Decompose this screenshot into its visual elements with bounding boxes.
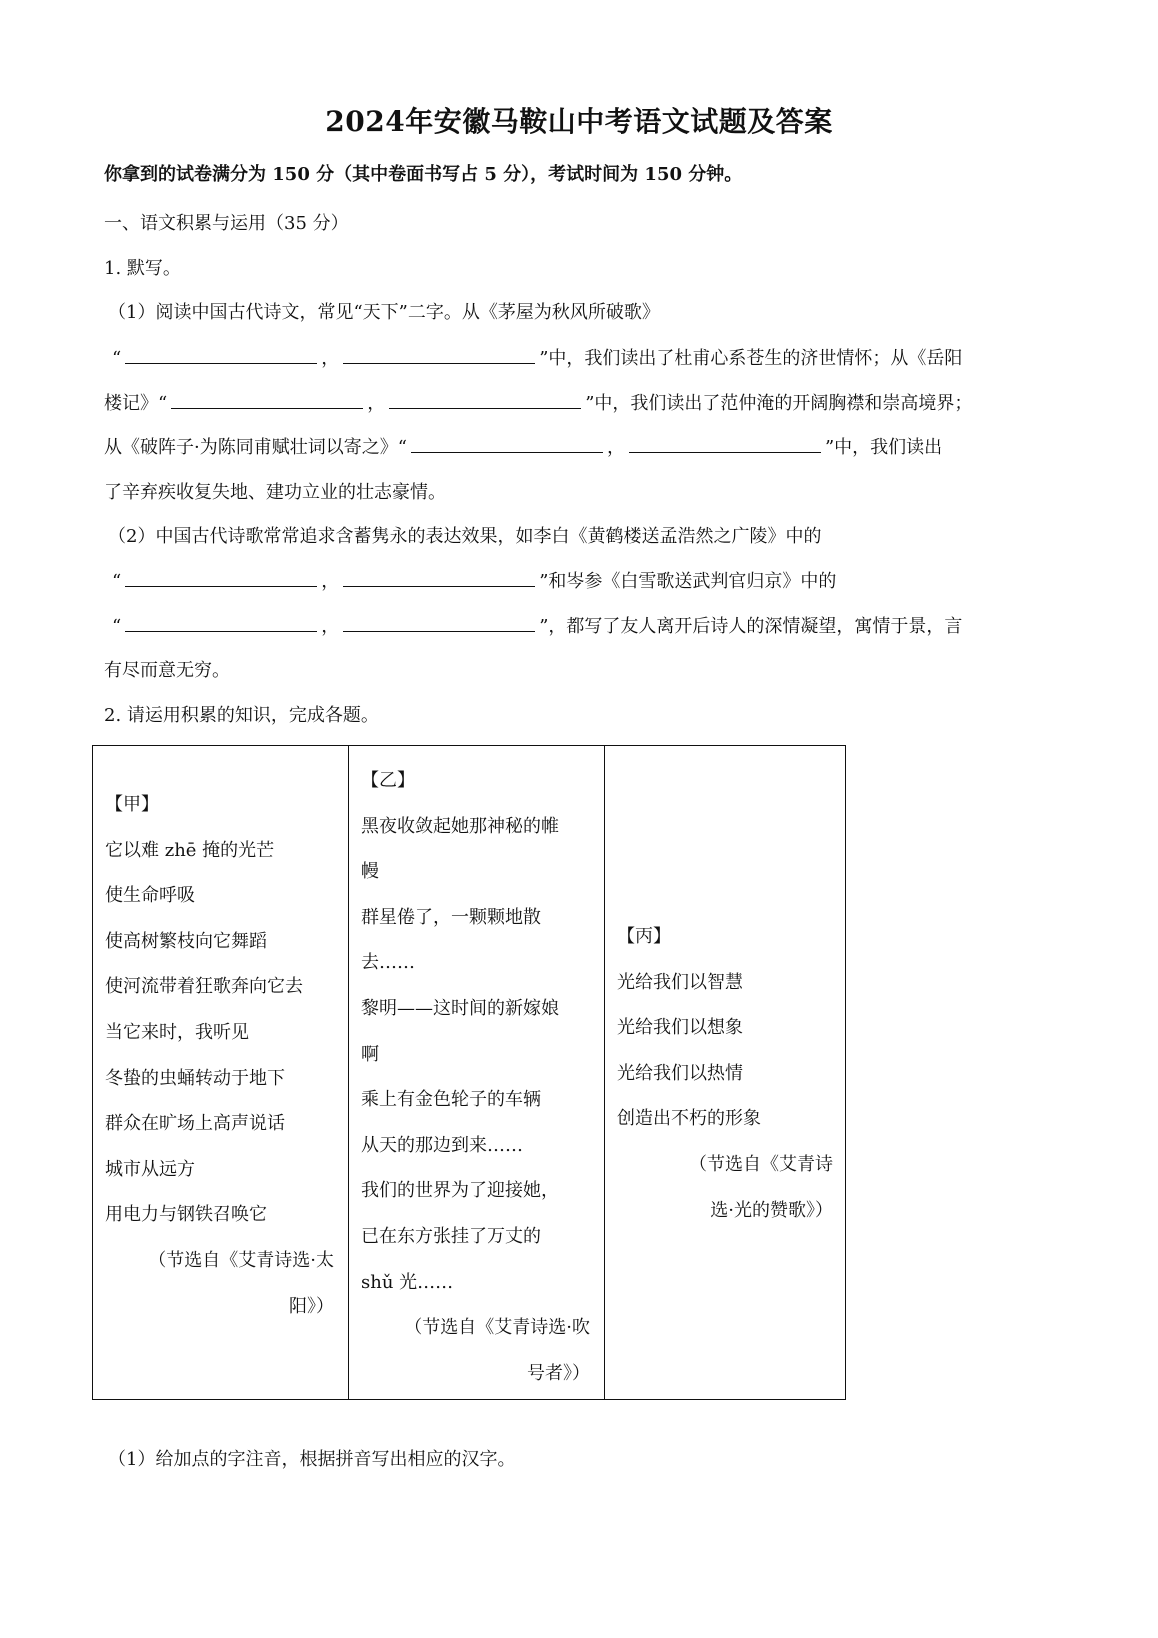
poem-source: （节选自《艾青诗选·吹 <box>404 1317 590 1339</box>
poem-line: 光给我们以想象 <box>617 1017 743 1039</box>
poem-line: 我们的世界为了迎接她， <box>361 1180 559 1202</box>
question-1: 1. 默写。 <box>104 258 181 279</box>
answer-blank[interactable] <box>411 434 603 453</box>
section-heading: 一、语文积累与运用（35 分） <box>104 213 349 234</box>
poem-source: （节选自《艾青诗选·太 <box>148 1249 334 1271</box>
question-1-2-line1: （2）中国古代诗歌常常追求含蓄隽永的表达效果，如李白《黄鹤楼送孟浩然之广陵》中的 <box>108 526 822 547</box>
poem-column-bing <box>605 746 847 1399</box>
poem-line: 乘上有金色轮子的车辆 <box>361 1089 541 1111</box>
poem-line: 去…… <box>361 952 415 974</box>
poem-yi <box>361 758 594 1396</box>
poem-label: 【乙】 <box>361 770 415 791</box>
exam-intro: 你拿到的试卷满分为 150 分（其中卷面书写占 5 分），考试时间为 150 分钟。 <box>104 164 743 185</box>
poem-line: 啊 <box>361 1043 379 1065</box>
poem-line: 冬蛰的虫蛹转动于地下 <box>105 1067 285 1089</box>
question-1-2-line4: 有尽而意无穷。 <box>104 660 230 681</box>
poem-label: 【丙】 <box>617 926 671 947</box>
poem-line: 幔 <box>361 861 379 883</box>
question-1-1-line2: “ ， ”中，我们读出了杜甫心系苍生的济世情怀；从《岳阳 <box>112 344 962 370</box>
question-1-1-line1: （1）阅读中国古代诗文，常见“天下”二字。从《茅屋为秋风所破歌》 <box>108 302 660 323</box>
question-1-1-line5: 了辛弃疾收复失地、建功立业的壮志豪情。 <box>104 482 446 503</box>
poem-bing <box>617 914 837 1233</box>
poem-column-jia <box>93 746 349 1399</box>
poem-column-yi <box>349 746 605 1399</box>
poem-line: 用电力与钢铁召唤它 <box>105 1204 267 1226</box>
poem-line: 光给我们以热情 <box>617 1062 743 1084</box>
poem-line: 黑夜收敛起她那神秘的帷 <box>361 815 559 837</box>
poem-line: shǔ 光…… <box>361 1271 454 1293</box>
question-1-1-line3: 楼记》“ ， ”中，我们读出了范仲淹的开阔胸襟和崇高境界； <box>104 389 972 415</box>
answer-blank[interactable] <box>125 613 317 632</box>
question-2-1: （1）给加点的字注音，根据拼音写出相应的汉字。 <box>108 1449 516 1470</box>
poem-line: 使河流带着狂歌奔向它去 <box>105 976 303 998</box>
poem-source: 选·光的赞歌》） <box>710 1199 833 1221</box>
poem-line: 创造出不朽的形象 <box>617 1108 761 1130</box>
poem-line: 从天的那边到来…… <box>361 1134 523 1156</box>
poem-line: 使生命呼吸 <box>105 885 195 907</box>
poem-line: 黎明——这时间的新嫁娘 <box>361 997 559 1019</box>
poem-line: 群星倦了，一颗颗地散 <box>361 906 541 928</box>
question-1-2-line2: “ ， ”和岑参《白雪歌送武判官归京》中的 <box>112 567 836 593</box>
answer-blank[interactable] <box>343 613 535 632</box>
poem-line: 城市从远方 <box>105 1158 195 1180</box>
poem-line: 光给我们以智慧 <box>617 971 743 993</box>
poem-line: 已在东方张挂了万丈的 <box>361 1225 541 1247</box>
question-1-2-line3: “ ， ”，都写了友人离开后诗人的深情凝望，寓情于景，言 <box>112 612 962 638</box>
poem-source: 号者》） <box>527 1362 590 1384</box>
question-2: 2. 请运用积累的知识，完成各题。 <box>104 705 379 726</box>
poem-source: 阳》） <box>289 1295 334 1317</box>
poem-table <box>92 745 846 1400</box>
poem-line: 群众在旷场上高声说话 <box>105 1113 285 1135</box>
answer-blank[interactable] <box>125 345 317 364</box>
answer-blank[interactable] <box>629 434 821 453</box>
poem-jia <box>105 782 338 1329</box>
answer-blank[interactable] <box>125 568 317 587</box>
question-1-1-line4: 从《破阵子·为陈同甫赋壮词以寄之》“ ， ”中，我们读出 <box>104 433 942 459</box>
answer-blank[interactable] <box>389 390 581 409</box>
poem-label: 【甲】 <box>105 794 159 815</box>
poem-source: （节选自《艾青诗 <box>689 1153 833 1175</box>
poem-line: 当它来时，我听见 <box>105 1021 249 1043</box>
poem-line: 使高树繁枝向它舞蹈 <box>105 930 267 952</box>
answer-blank[interactable] <box>171 390 363 409</box>
answer-blank[interactable] <box>343 345 535 364</box>
document-title: 2024年安徽马鞍山中考语文试题及答案 <box>325 105 833 138</box>
poem-line: 它以难 zhē 掩的光芒 <box>105 839 275 861</box>
answer-blank[interactable] <box>343 568 535 587</box>
